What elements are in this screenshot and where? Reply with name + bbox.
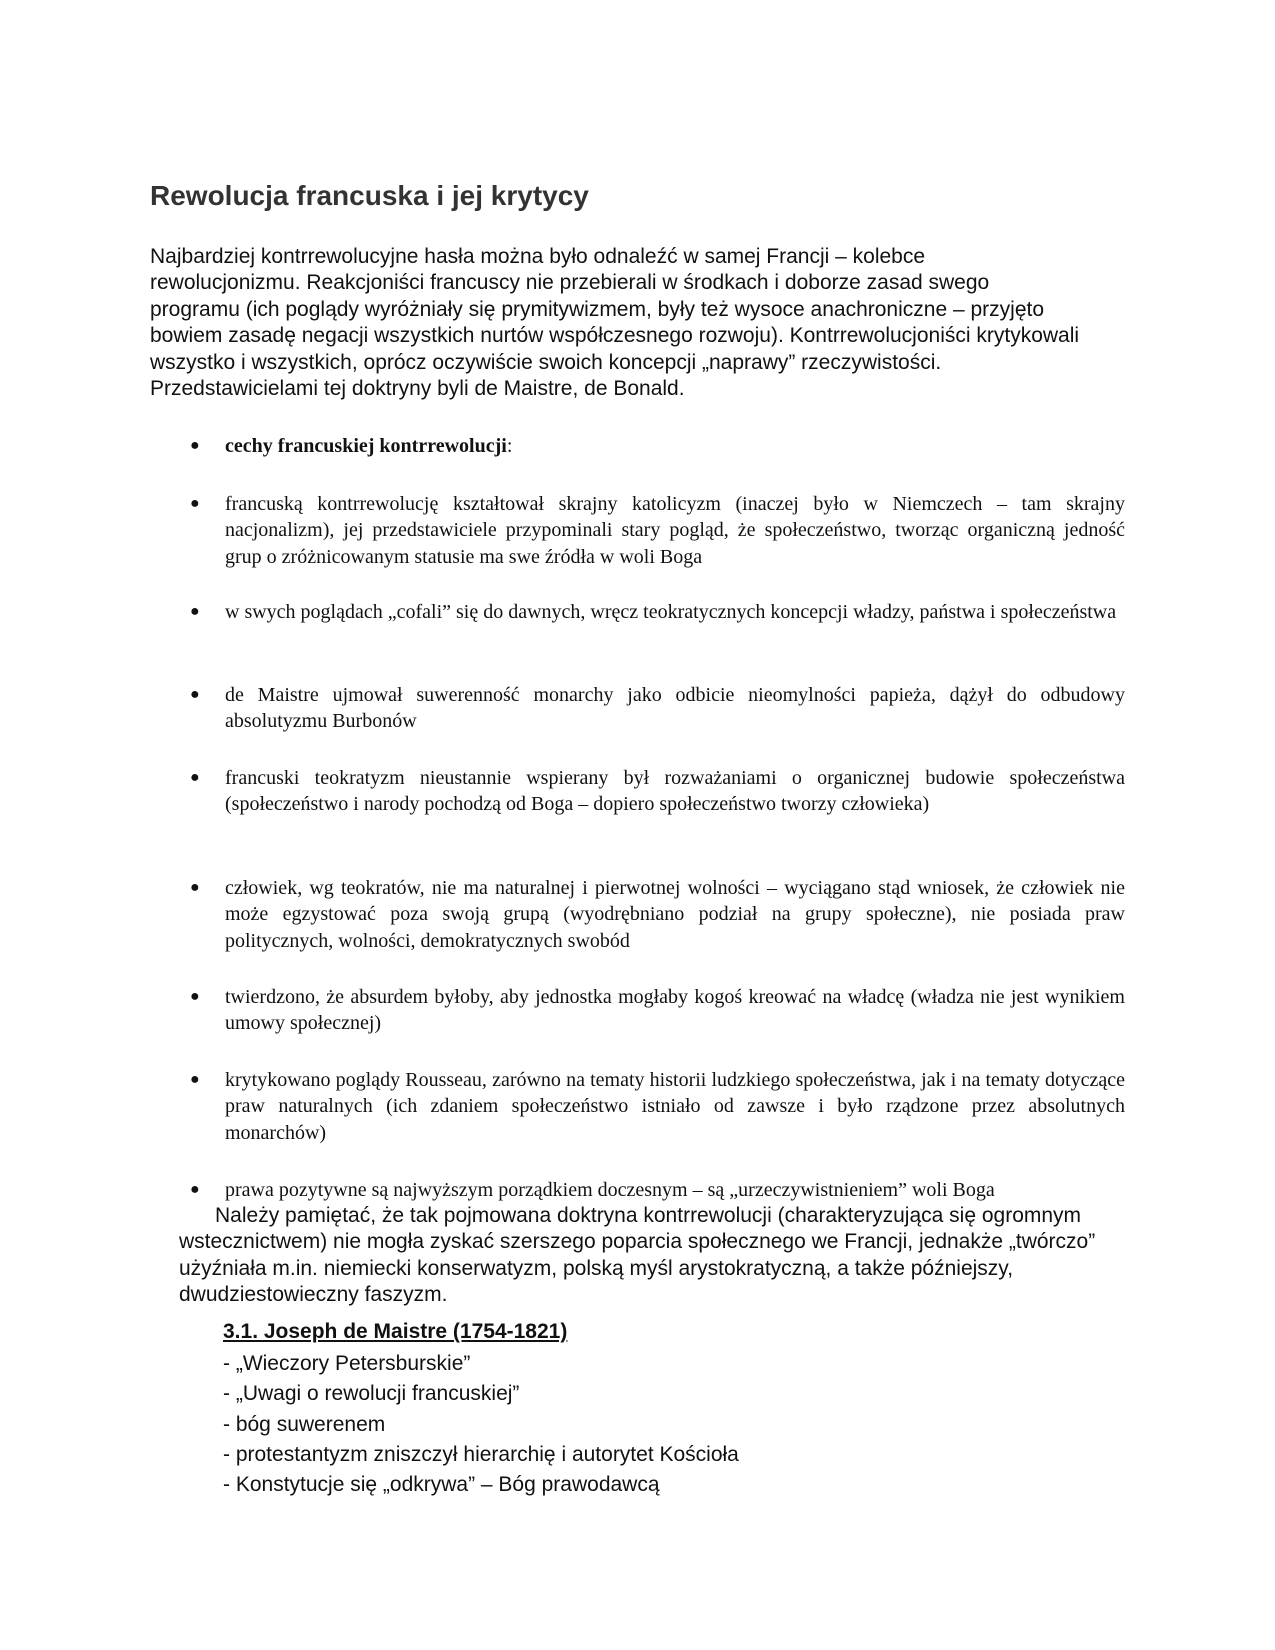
bullet-icon: ● bbox=[190, 988, 200, 1005]
bullet-icon: ● bbox=[190, 686, 200, 703]
list-item bbox=[190, 491, 1125, 570]
colon: : bbox=[506, 435, 513, 457]
list-item-text: krytykowano poglądy Rousseau, zarówno na tematy historii ludzkiego społeczeństwa, jak i na tematy dotyczące praw naturalnych (ich zdaniem społeczeństwo istniało od zawsze i było rządzone przez absolutnych monarchów) bbox=[225, 1069, 1125, 1144]
list-item: - „Wieczory Petersburskie” bbox=[223, 1352, 471, 1375]
list-item bbox=[190, 875, 1125, 954]
list-item-text: człowiek, wg teokratów, nie ma naturalnej i pierwotnej wolności – wyciągano stąd wniosek, że człowiek nie może egzystować poza swoją grupą (wyodrębniano podział na grupy społeczne), nie posiada praw politycznych, wolności, demokratycznych swobód bbox=[225, 877, 1125, 952]
list-item: - „Uwagi o rewolucji francuskiej” bbox=[223, 1382, 520, 1406]
bullet-icon: ● bbox=[190, 437, 200, 454]
intro-paragraph: Najbardziej kontrrewolucyjne hasła można było odnaleźć w samej Francji – kolebce rewolucjonizmu. Reakcjoniści francuscy nie przebierali w środkach i doborze zasad swego programu (ich poglądy wyróżniały się prymitywizmem, były też wysoce anachroniczne – przyjęto bowiem zasadę negacji wszystkich nurtów współczesnego rozwoju). Kontrrewolucjoniści krytykowali wszystko i wszystkich, oprócz oczywiście swoich koncepcji „naprawy” rzeczywistości. Przedstawicielami tej doktryny byli de Maistre, de Bonald. bbox=[150, 245, 1080, 401]
bullet-icon: ● bbox=[190, 1071, 200, 1088]
closing-paragraph: Należy pamiętać, że tak pojmowana doktryna kontrrewolucji (charakteryzująca się ogromnym wstecznictwem) nie mogła zyskać szerszego poparcia społecznego we Francji, jednakże „twórczo” użyźniała m.in. niemiecki konserwatyzm, polską myśl arystokratyczną, a także późniejszy, dwudziestowieczny faszyzm. bbox=[179, 1204, 1096, 1307]
section-heading: 3.1. Joseph de Maistre (1754-1821) bbox=[223, 1320, 568, 1343]
list-item bbox=[190, 1067, 1125, 1146]
bullet-icon: ● bbox=[190, 1181, 200, 1198]
bullet-heading-item bbox=[190, 433, 1125, 459]
bullet-icon: ● bbox=[190, 769, 200, 786]
list-item bbox=[190, 1177, 1145, 1203]
list-item-text: prawa pozytywne są najwyższym porządkiem doczesnym – są „urzeczywistnieniem” woli Boga bbox=[225, 1179, 995, 1201]
list-item-text: francuski teokratyzm nieustannie wspierany był rozważaniami o organicznej budowie społeczeństwa (społeczeństwo i narody pochodzą od Boga – dopiero społeczeństwo tworzy człowieka) bbox=[225, 767, 1125, 816]
bullet-icon: ● bbox=[190, 879, 200, 896]
list-item: - bóg suwerenem bbox=[223, 1412, 386, 1436]
list-item bbox=[190, 765, 1125, 818]
page-title: Rewolucja francuska i jej krytycy bbox=[150, 180, 589, 211]
list-item: - protestantyzm zniszczył hierarchię i autorytet Kościoła bbox=[223, 1442, 739, 1466]
bullet-icon: ● bbox=[190, 495, 200, 512]
list-item-text: w swych poglądach „cofali” się do dawnych, wręcz teokratycznych koncepcji władzy, państwa i społeczeństwa bbox=[225, 601, 1117, 623]
list-item bbox=[190, 599, 1125, 625]
list-item bbox=[190, 682, 1125, 735]
section-list bbox=[223, 1351, 739, 1502]
list-item: - Konstytucje się „odkrywa” – Bóg prawodawcą bbox=[223, 1473, 660, 1497]
bullet-heading: cechy francuskiej kontrrewolucji bbox=[225, 435, 507, 457]
bullet-icon: ● bbox=[190, 603, 200, 620]
list-item-text: francuską kontrrewolucję kształtował skrajny katolicyzm (inaczej było w Niemczech – tam skrajny nacjonalizm), jej przedstawiciele przypominali stary pogląd, że społeczeństwo, tworząc organiczną jedność grup o zróżnicowanym statusie ma swe źródła w woli Boga bbox=[225, 493, 1125, 568]
list-item-text: twierdzono, że absurdem byłoby, aby jednostka mogłaby kogoś kreować na władcę (władza nie jest wynikiem umowy społecznej) bbox=[225, 986, 1125, 1035]
list-item bbox=[190, 984, 1125, 1037]
list-item-text: de Maistre ujmował suwerenność monarchy jako odbicie nieomylności papieża, dążył do odbudowy absolutyzmu Burbonów bbox=[225, 684, 1125, 733]
